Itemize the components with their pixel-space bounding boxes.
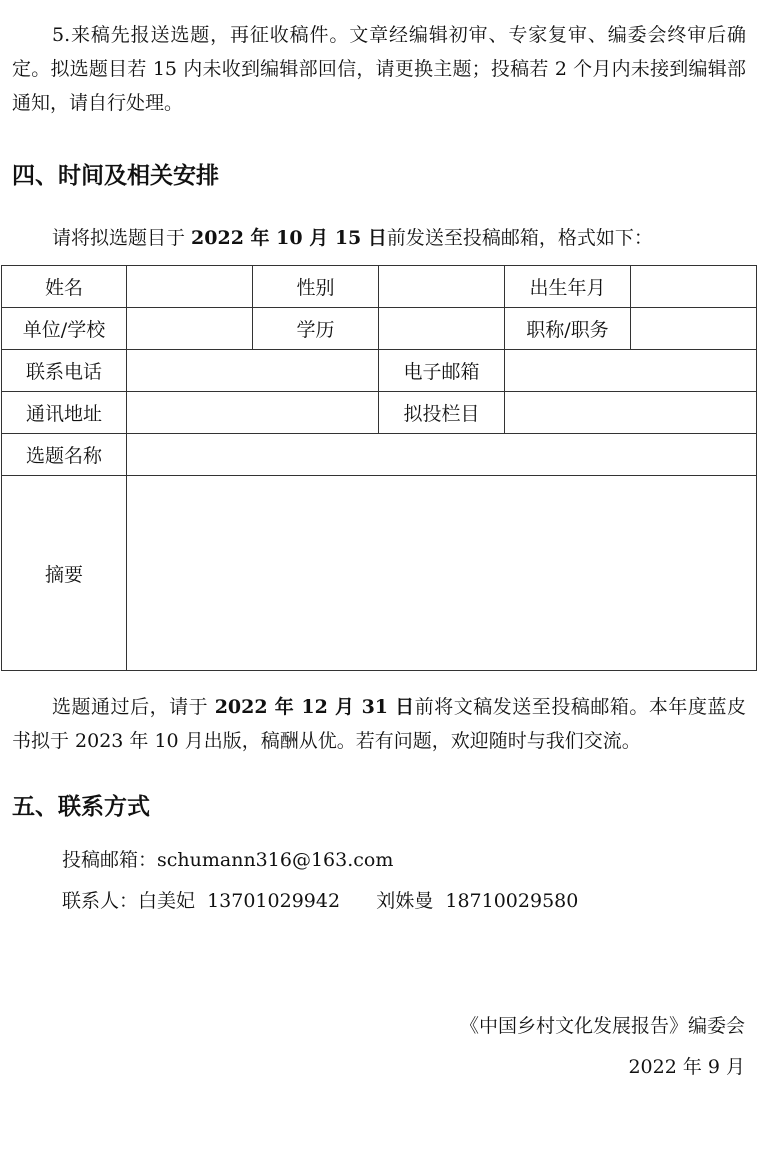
table-row — [2, 350, 757, 392]
table-row — [2, 476, 757, 671]
section-5-heading: 五、联系方式 — [12, 793, 150, 820]
phone-label: 联系电话 — [2, 350, 127, 392]
topic-label: 选题名称 — [2, 434, 127, 476]
phone-cell — [127, 350, 379, 392]
column-label: 拟投栏目 — [379, 392, 505, 434]
after-text-post: 前将文稿发送至投稿邮箱。本年度蓝皮书拟于 2023 年 10 月出版，稿酬从优。若有问题，欢迎随时与我们交流。 — [12, 696, 746, 752]
submission-form-table — [1, 265, 757, 671]
submission-email-line: 投稿邮箱：schumann316@163.com — [62, 849, 394, 871]
name-label: 姓名 — [2, 266, 127, 308]
abstract-label: 摘要 — [2, 476, 127, 671]
section-4-heading: 四、时间及相关安排 — [12, 162, 219, 189]
gender-label: 性别 — [253, 266, 379, 308]
gender-cell — [379, 266, 505, 308]
after-approval-paragraph — [12, 690, 746, 758]
email-cell — [505, 350, 757, 392]
name-cell — [127, 266, 253, 308]
schedule-text-pre: 请将拟选题目于 — [52, 227, 192, 249]
schedule-text-post: 前发送至投稿邮箱，格式如下： — [386, 227, 653, 249]
email-label: 电子邮箱 — [379, 350, 505, 392]
signature-date: 2022 年 9 月 — [628, 1056, 745, 1078]
education-cell — [379, 308, 505, 350]
manuscript-deadline: 2022 年 12 月 31 日 — [214, 696, 415, 718]
address-label: 通讯地址 — [2, 392, 127, 434]
table-row — [2, 308, 757, 350]
address-cell — [127, 392, 379, 434]
job-title-cell — [631, 308, 757, 350]
table-row — [2, 434, 757, 476]
column-cell — [505, 392, 757, 434]
birth-cell — [631, 266, 757, 308]
topic-deadline: 2022 年 10 月 15 日 — [191, 227, 387, 249]
unit-cell — [127, 308, 253, 350]
birth-label: 出生年月 — [505, 266, 631, 308]
intro-paragraph: 5.来稿先报送选题，再征收稿件。文章经编辑初审、专家复审、编委会终审后确定。拟选题目若 15 内未收到编辑部回信，请更换主题；投稿若 2 个月内未接到编辑部通知，请自行处理。 — [12, 24, 746, 114]
topic-cell — [127, 434, 757, 476]
abstract-cell — [127, 476, 757, 671]
unit-label: 单位/学校 — [2, 308, 127, 350]
education-label: 学历 — [253, 308, 379, 350]
contact-persons-line: 联系人：白美妃 13701029942 刘姝曼 18710029580 — [62, 890, 579, 912]
table-row — [2, 266, 757, 308]
table-row — [2, 392, 757, 434]
after-text-pre: 选题通过后，请于 — [52, 696, 215, 718]
schedule-paragraph — [12, 221, 746, 255]
signature-org: 《中国乡村文化发展报告》编委会 — [459, 1015, 745, 1037]
job-title-label: 职称/职务 — [505, 308, 631, 350]
